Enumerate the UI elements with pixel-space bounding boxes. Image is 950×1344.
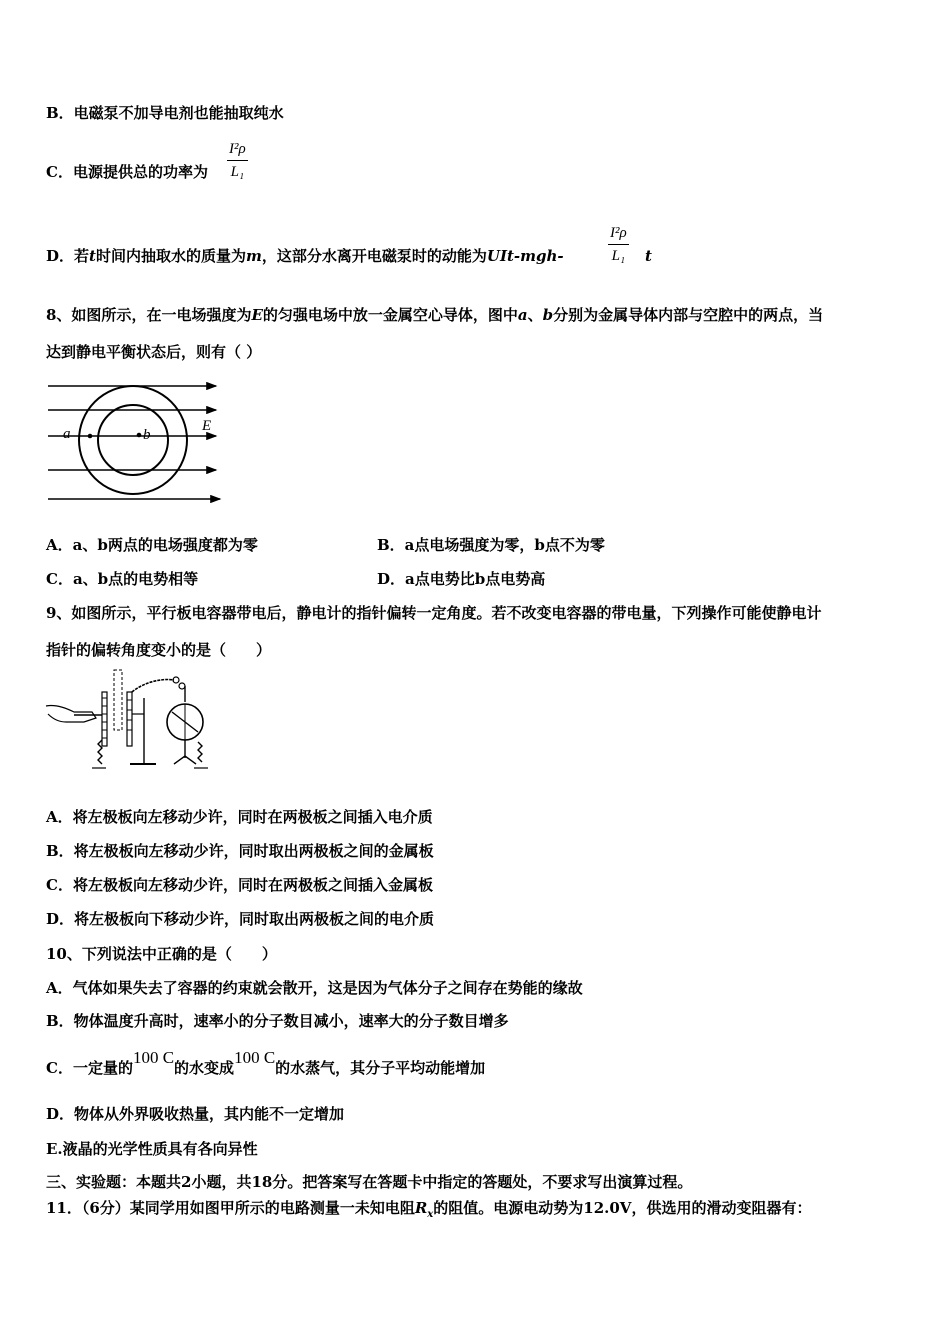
q8-option-d: D．a点电势比b点电势高 xyxy=(377,570,546,588)
q9-stem-line2: 指针的偏转角度变小的是（ ） xyxy=(46,641,272,659)
q7-option-c xyxy=(46,162,208,182)
q7-d-m: m xyxy=(245,247,262,265)
hand-icon xyxy=(46,705,96,722)
q11-R: R xyxy=(414,1199,428,1217)
temperature-100c: 100 C xyxy=(234,1048,276,1067)
q10-c-part: C．一定量的 xyxy=(46,1059,133,1077)
q7-d-mid2: ，这部分水离开电磁泵时的动能为 xyxy=(261,247,487,265)
q7-option-b: B．电磁泵不加导电剂也能抽取纯水 xyxy=(46,104,284,122)
q8-stem-line2: 达到静电平衡状态后，则有（ ） xyxy=(46,343,262,361)
q10-option-a: A．气体如果失去了容器的约束就会散开，这是因为气体分子之间存在势能的缘故 xyxy=(46,979,583,997)
q8-stem-a: a xyxy=(517,306,528,324)
q11-R-subscript: x xyxy=(427,1209,434,1220)
q10-c-part: 的水变成 xyxy=(174,1059,235,1077)
q10-option-d: D．物体从外界吸收热量，其内能不一定增加 xyxy=(46,1105,345,1123)
point-b-dot xyxy=(137,433,142,438)
q9-electrometer-figure xyxy=(44,668,230,774)
q11-stem xyxy=(46,1198,811,1225)
fraction-denominator: L₁ xyxy=(611,248,626,264)
q7-d-suffix: t xyxy=(645,247,652,265)
inner-cavity-circle xyxy=(98,405,168,475)
label-a: a xyxy=(63,426,71,442)
q9-option-a: A．将左极板向左移动少许，同时在两极板之间插入电介质 xyxy=(46,808,433,826)
q9-option-c: C．将左极板向左移动少许，同时在两极板之间插入金属板 xyxy=(46,876,433,894)
temperature-100c: 100 C xyxy=(132,1048,175,1067)
q8-option-b: B．a点电场强度为零，b点不为零 xyxy=(377,536,605,554)
q8-option-a: A．a、b两点的电场强度都为零 xyxy=(46,536,258,554)
q10-stem: 10、下列说法中正确的是（ ） xyxy=(46,945,277,963)
dielectric-slab xyxy=(114,670,122,730)
q10-option-e: E.液晶的光学性质具有各向异性 xyxy=(46,1140,258,1158)
connecting-wire xyxy=(132,680,174,693)
q10-option-b: B．物体温度升高时，速率小的分子数目减小，速率大的分子数目增多 xyxy=(46,1012,509,1030)
q7-d-prefix: D．若 xyxy=(46,247,90,265)
q8-stem-sep: 、 xyxy=(527,306,543,324)
outer-conductor-circle xyxy=(79,386,187,494)
label-b: b xyxy=(143,427,151,443)
fraction-numerator: I²ρ xyxy=(608,222,629,245)
fraction-denominator: L₁ xyxy=(230,164,245,180)
q8-stem-b: b xyxy=(542,306,554,324)
section-heading: 三、实验题：本题共2小题，共18分。把答案写在答题卡中指定的答题处，不要求写出演算过程。 xyxy=(46,1173,693,1191)
q10-c-part: 的水蒸气，其分子平均动能增加 xyxy=(275,1059,486,1077)
kinetic-energy-fraction xyxy=(608,222,629,267)
q9-option-d: D．将左极板向下移动少许，同时取出两极板之间的电介质 xyxy=(46,910,435,928)
q11-stem-part: 11．（6分）某同学用如图甲所示的电路测量一未知电阻 xyxy=(46,1199,415,1217)
q7-d-t: t xyxy=(89,247,96,265)
ground-chain-right xyxy=(198,742,202,762)
q7-d-expr: UIt-mgh- xyxy=(486,247,564,265)
q9-stem-line1: 9、如图所示，平行板电容器带电后，静电计的指针偏转一定角度。若不改变电容器的带电量，下列操作可能使静电计 xyxy=(46,604,822,622)
q7-option-c-text: C．电源提供总的功率为 xyxy=(46,163,208,181)
q8-field-figure xyxy=(44,376,229,508)
q8-stem-E: E xyxy=(251,306,263,324)
q9-option-b: B．将左极板向左移动少许，同时取出两极板之间的金属板 xyxy=(46,842,434,860)
q8-stem-part: 8、如图所示，在一电场强度为 xyxy=(46,306,252,324)
q11-stem-part: 的阻值。电源电动势为12.0V，供选用的滑动变阻器有： xyxy=(433,1199,812,1217)
fraction-numerator: I²ρ xyxy=(227,138,248,161)
q7-option-d xyxy=(46,246,564,266)
q8-stem-line1 xyxy=(46,305,823,325)
q8-stem-part: 的匀强电场中放一金属空心导体，图中 xyxy=(262,306,518,324)
power-fraction xyxy=(227,138,248,183)
q10-option-c xyxy=(46,1048,486,1078)
q8-option-c: C．a、b点的电势相等 xyxy=(46,570,199,588)
q7-d-mid1: 时间内抽取水的质量为 xyxy=(95,247,246,265)
point-a-dot xyxy=(88,434,93,439)
label-E: E xyxy=(202,418,212,434)
q8-stem-part: 分别为金属导体内部与空腔中的两点，当 xyxy=(553,306,824,324)
